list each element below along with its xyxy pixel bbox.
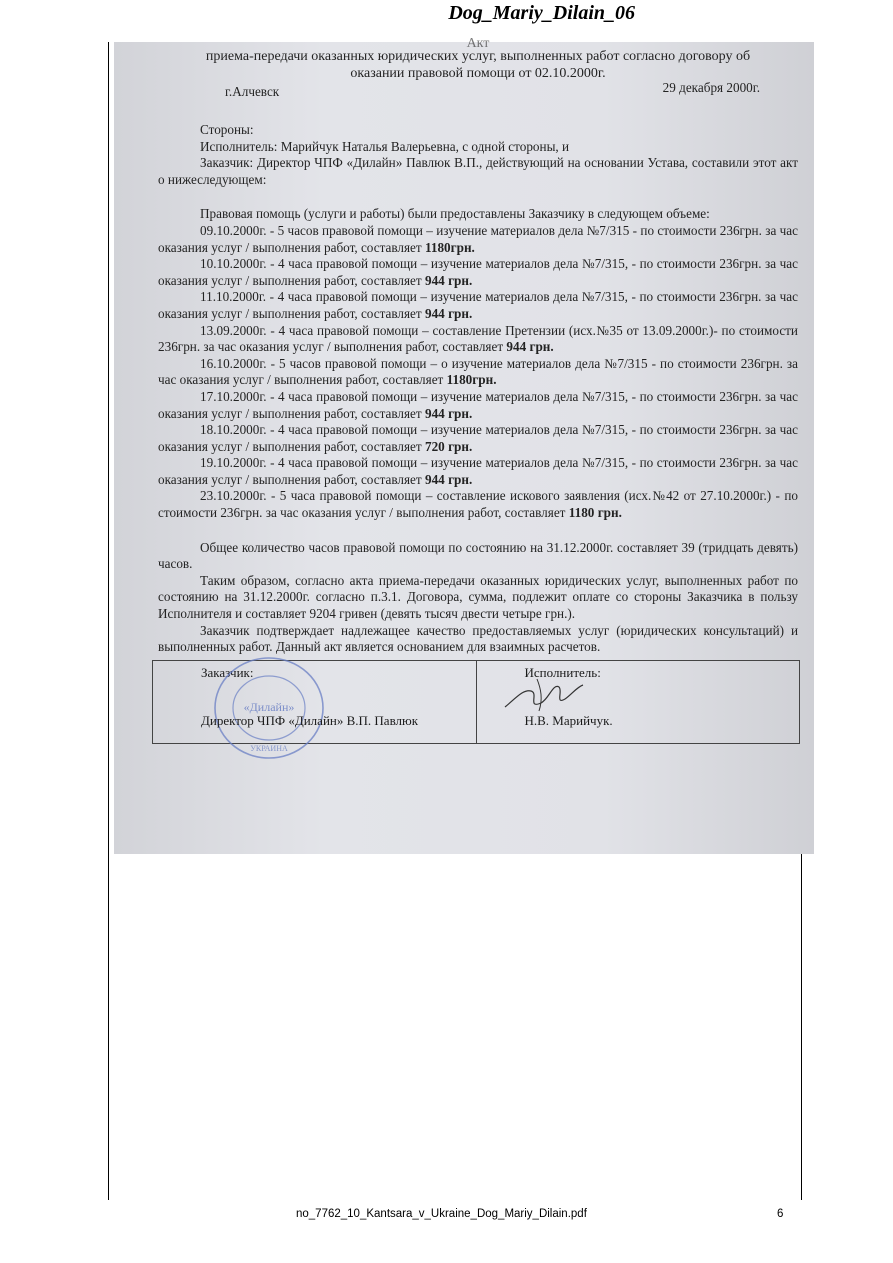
footer-page-number: 6 xyxy=(777,1208,784,1220)
service-item-amount: 1180грн. xyxy=(446,372,497,388)
service-item-amount: 720 грн. xyxy=(424,438,473,454)
service-item xyxy=(158,455,798,488)
service-item xyxy=(158,422,798,455)
scanned-document xyxy=(114,36,814,854)
doc-title-line2: оказании правовой помощи от 02.10.2000г. xyxy=(350,66,606,81)
confirmation-paragraph: Заказчик подтверждает надлежащее качество предоставляемых услуг (юридических консультаций) и выполненных работ. Данный акт является основанием для взаимных расчетов. xyxy=(158,622,798,655)
customer-label: Заказчик: xyxy=(201,665,254,680)
signature-table xyxy=(152,660,800,753)
service-item-amount: 944 грн. xyxy=(424,272,473,288)
service-item xyxy=(158,323,798,356)
page-header xyxy=(0,0,893,36)
handwritten-signature-icon xyxy=(497,669,587,717)
service-item-amount: 944 грн. xyxy=(424,471,473,487)
service-item xyxy=(158,356,798,389)
summary-paragraph: Таким образом, согласно акта приема-передачи оказанных юридических услуг, выполненных работ по состоянию на 31.12.2000г. согласно п.3.1. Договора, сумма, подлежит оплате со стороны Заказчика в пользу Исполнителя и составляет 9204 гривен (девять тысяч двести четыре грн.). xyxy=(158,572,798,622)
place-date-row xyxy=(158,80,798,104)
service-item-text: 13.09.2000г. - 4 часа правовой помощи – составление Претензии (исх.№35 от 13.09.2000г.)- по стоимости 236грн. за час оказания услуг / выполнения работ, составляет xyxy=(158,322,798,355)
service-item-amount: 944 грн. xyxy=(424,405,473,421)
service-item-text: 16.10.2000г. - 5 часов правовой помощи – о изучение материалов дела №7/315 - по стоимости 236грн. за час оказания услуг / выполнения работ, составляет xyxy=(158,355,798,388)
stamp-ring-text: УКРАИНА xyxy=(250,744,288,753)
service-item xyxy=(158,223,798,256)
service-item xyxy=(158,256,798,289)
parties-heading: Стороны: xyxy=(200,122,254,137)
page-title: Dog_Mariy_Dilain_06 xyxy=(448,2,635,24)
doc-title-line1: приема-передачи оказанных юридических услуг, выполненных работ согласно договору об xyxy=(205,49,751,64)
service-item xyxy=(158,488,798,521)
service-item-amount: 1180грн. xyxy=(424,239,475,255)
service-item-text: 10.10.2000г. - 4 часа правовой помощи – изучение материалов дела №7/315, - по стоимости 236грн. за час оказания услуг / выполнения работ, составляет xyxy=(158,256,798,288)
stamp-text: «Дилайн» xyxy=(243,700,295,714)
document-body xyxy=(158,36,798,656)
service-item-text: 11.10.2000г. - 4 часа правовой помощи – изучение материалов дела №7/315, - по стоимости 236грн. за час оказания услуг / выполнения работ, составляет xyxy=(158,289,798,321)
doc-title-top: Акт xyxy=(466,36,490,51)
service-item-text: 17.10.2000г. - 4 часа правовой помощи – изучение материалов дела №7/315, - по стоимости 236грн. за час оказания услуг / выполнения работ, составляет xyxy=(158,388,798,421)
service-item-text: 09.10.2000г. - 5 часов правовой помощи – изучение материалов дела №7/315 - по стоимости 236грн. за час оказания услуг / выполнения работ, составляет xyxy=(158,222,798,255)
doc-place: г.Алчевск xyxy=(225,84,280,99)
service-item-amount: 1180 грн. xyxy=(568,505,622,521)
service-item xyxy=(158,289,798,322)
frame-left-border xyxy=(108,42,109,1200)
service-item-text: 19.10.2000г. - 4 часа правовой помощи – изучение материалов дела №7/315, - по стоимости 236грн. за час оказания услуг / выполнения работ, составляет xyxy=(158,455,798,487)
signature-cell-executor xyxy=(476,661,800,743)
party-executor: Исполнитель: Марийчук Наталья Валерьевна, с одной стороны, и xyxy=(200,138,570,154)
services-intro: Правовая помощь (услуги и работы) были предоставлены Заказчику в следующем объеме: xyxy=(200,206,710,222)
service-item-amount: 944 грн. xyxy=(424,305,473,321)
party-customer: Заказчик: Директор ЧПФ «Дилайн» Павлюк В.П., действующий на основании Устава, составили этот акт о нижеследующем: xyxy=(158,155,798,187)
service-item xyxy=(158,389,798,422)
signature-cell-customer xyxy=(153,661,476,753)
company-stamp-icon xyxy=(209,653,329,763)
service-item-text: 23.10.2000г. - 5 часа правовой помощи – составление искового заявления (исх.№42 от 27.10.2000г.) - по стоимости 236грн. за час оказания услуг / выполнения работ, составляет xyxy=(158,488,798,521)
footer-filename: no_7762_10_Kantsara_v_Ukraine_Dog_Mariy_Dilain.pdf xyxy=(296,1208,587,1220)
total-hours: Общее количество часов правовой помощи по состоянию на 31.12.2000г. составляет 39 (тридцать девять) часов. xyxy=(158,539,798,572)
service-item-text: 18.10.2000г. - 4 часа правовой помощи – изучение материалов дела №7/315, - по стоимости 236грн. за час оказания услуг / выполнения работ, составляет xyxy=(158,422,798,454)
doc-date: 29 декабря 2000г. xyxy=(662,80,760,95)
service-item-amount: 944 грн. xyxy=(506,339,554,355)
executor-label: Исполнитель: xyxy=(524,665,601,680)
services-list xyxy=(158,223,798,522)
customer-name: Директор ЧПФ «Дилайн» В.П. Павлюк xyxy=(201,713,419,728)
executor-name: Н.В. Марийчук. xyxy=(524,713,613,728)
